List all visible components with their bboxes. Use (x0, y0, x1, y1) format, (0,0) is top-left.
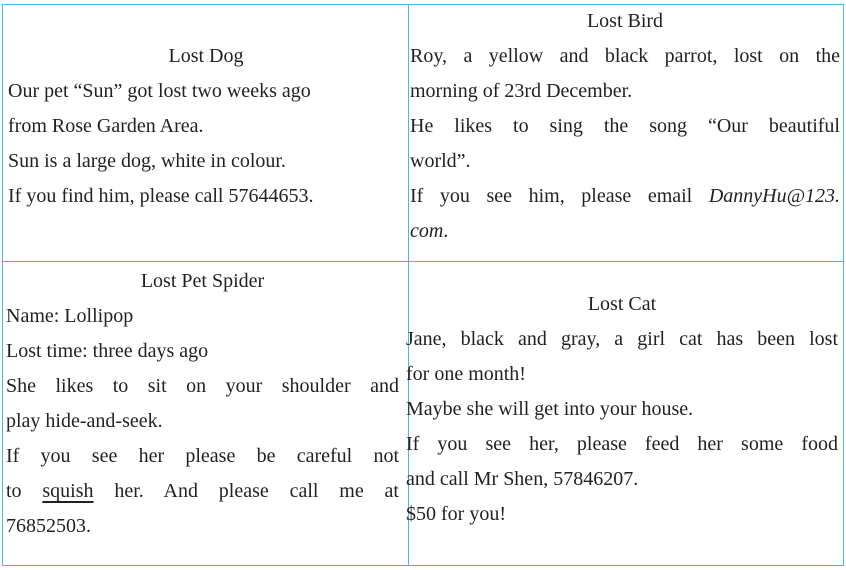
notice-text: to (6, 480, 43, 502)
notice-line: for one month! (406, 363, 526, 385)
notice-title: Lost Pet Spider (140, 270, 265, 292)
email-address-part: com (410, 220, 444, 242)
notice-lost-spider (6, 264, 399, 544)
notice-line: If you see her, please feed her some food (406, 433, 838, 455)
notice-lost-bird (410, 4, 840, 249)
notice-line: 76852503. (6, 515, 91, 537)
notice-line: Lost time: three days ago (6, 340, 209, 362)
notice-line (410, 214, 840, 249)
notice-line: world”. (410, 150, 471, 172)
notice-line: $50 for you! (406, 503, 506, 525)
notice-text: If you see him, please email (410, 185, 709, 207)
table-divider-horizontal (3, 261, 843, 262)
notice-line (6, 474, 399, 509)
notice-title: Lost Bird (586, 10, 664, 32)
email-address-part: DannyHu@123. (708, 185, 840, 207)
notice-line: Jane, black and gray, a girl cat has been lost (406, 328, 838, 350)
notice-line: She likes to sit on your shoulder and (6, 375, 399, 397)
notice-lost-cat (406, 287, 838, 532)
notice-line: He likes to sing the song “Our beautiful (410, 115, 840, 137)
notice-text: . (443, 220, 449, 242)
notice-line: and call Mr Shen, 57846207. (406, 468, 639, 490)
notice-line: morning of 23rd December. (410, 80, 633, 102)
notice-lost-dog (8, 39, 404, 214)
notice-line: If you see her please be careful not (6, 445, 399, 467)
underlined-word: squish (42, 480, 94, 502)
notice-line: Sun is a large dog, white in colour. (8, 150, 286, 172)
notice-line: Our pet “Sun” got lost two weeks ago (8, 80, 311, 102)
notice-line: from Rose Garden Area. (8, 115, 204, 137)
notice-line: If you find him, please call 57644653. (8, 185, 314, 207)
notice-line: Roy, a yellow and black parrot, lost on the (410, 45, 840, 67)
notice-line: Name: Lollipop (6, 305, 134, 327)
notice-line (410, 179, 840, 214)
notice-text: her. And please call me at (93, 480, 399, 502)
notice-line: play hide-and-seek. (6, 410, 163, 432)
notice-title: Lost Dog (168, 45, 244, 67)
notice-title: Lost Cat (587, 293, 657, 315)
notice-line: Maybe she will get into your house. (406, 398, 694, 420)
